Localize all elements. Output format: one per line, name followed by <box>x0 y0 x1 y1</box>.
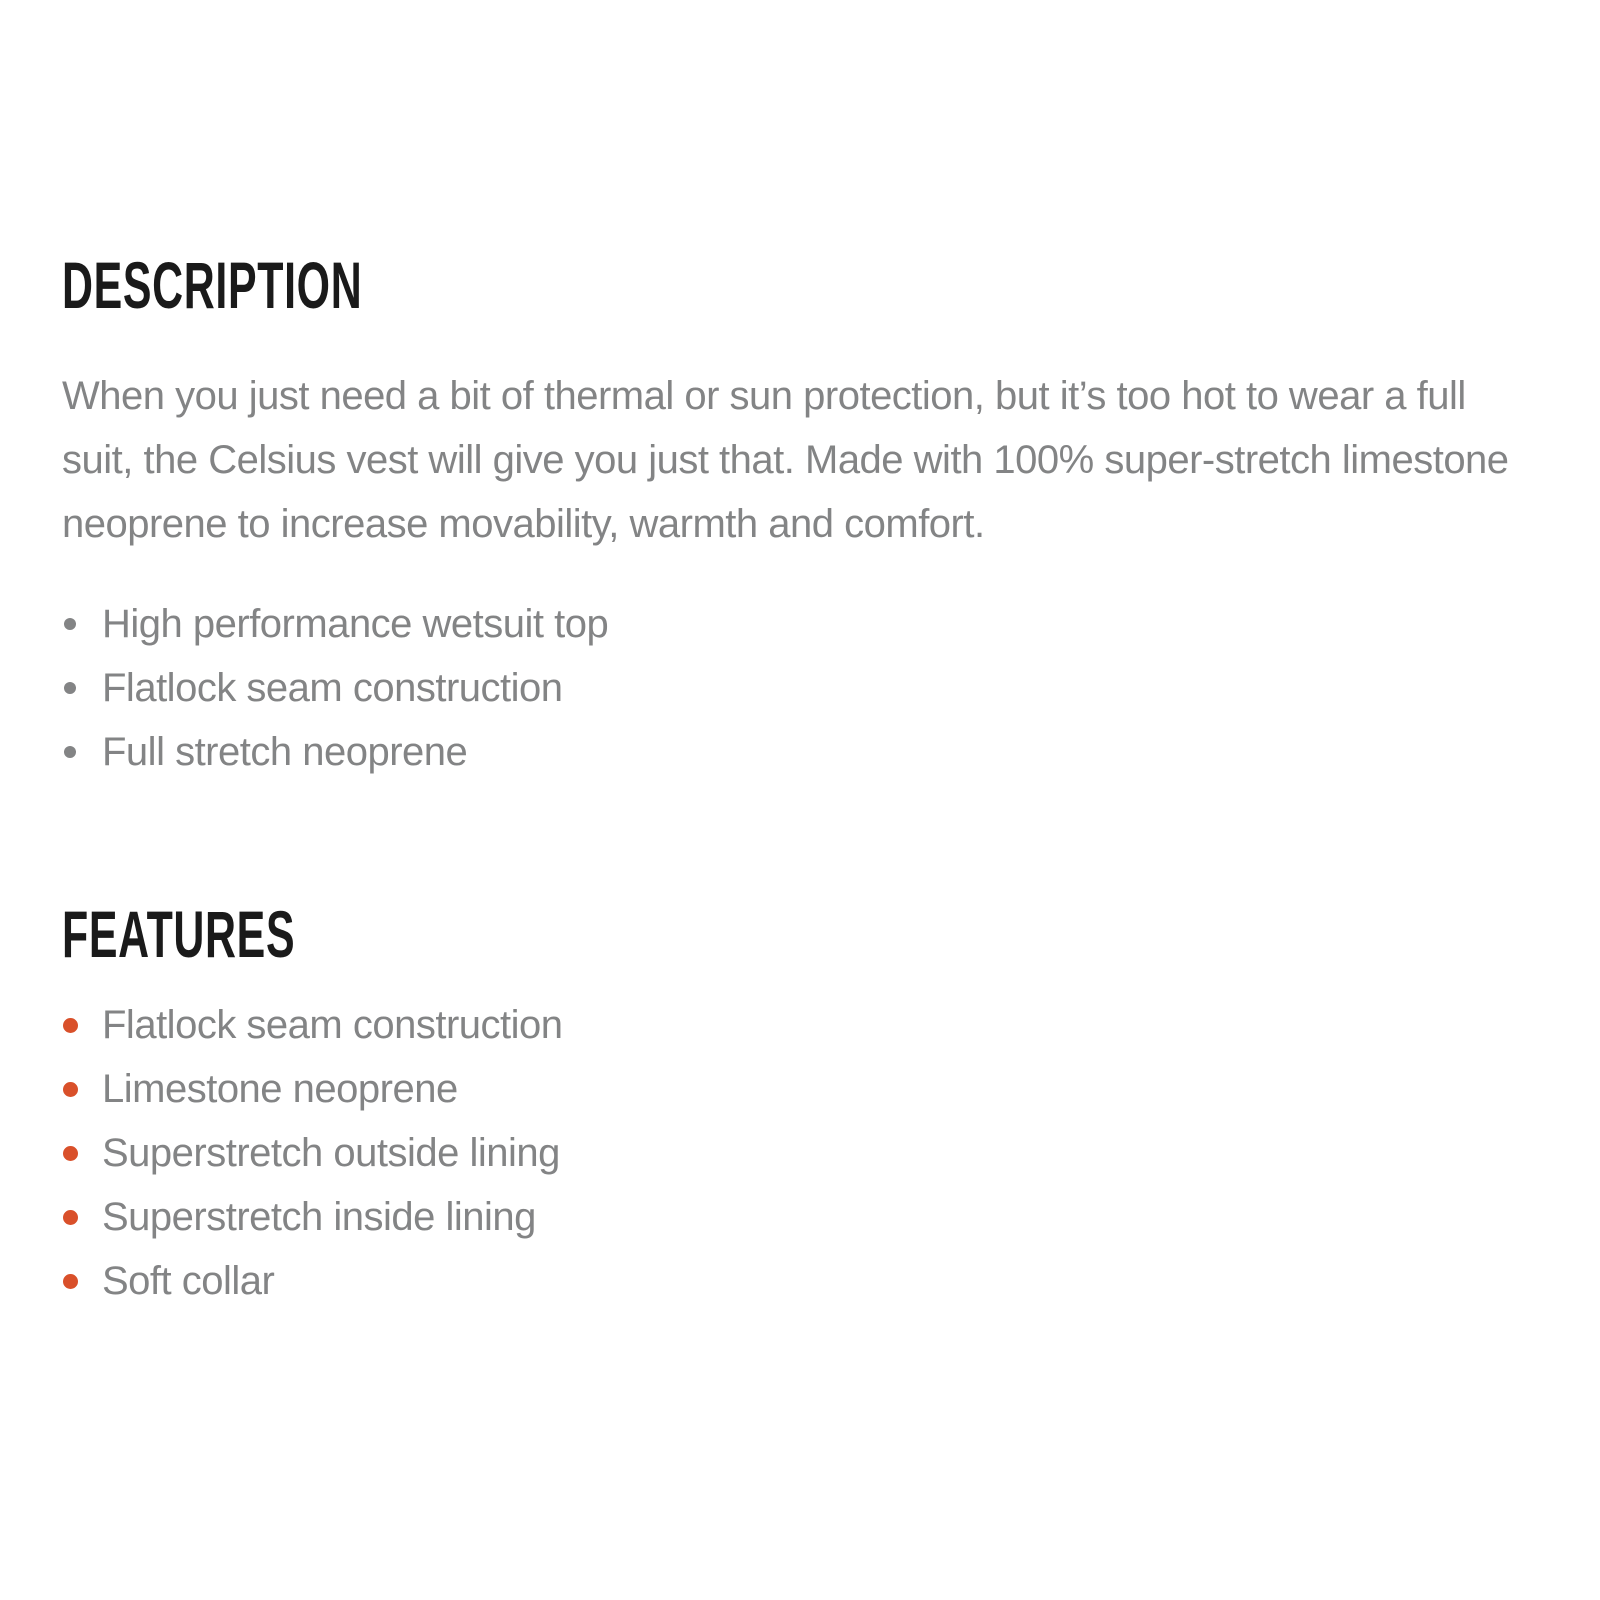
feature-bullet-item: Superstretch inside lining <box>62 1185 1540 1249</box>
features-section <box>62 897 1540 1313</box>
description-bullet-item: Flatlock seam construction <box>62 656 1540 720</box>
feature-bullet-item: Soft collar <box>62 1249 1540 1313</box>
description-bullet-item: Full stretch neoprene <box>62 720 1540 784</box>
features-bullet-list <box>62 993 1540 1313</box>
description-bullet-list <box>62 592 1540 784</box>
feature-bullet-item: Flatlock seam construction <box>62 993 1540 1057</box>
description-paragraph: When you just need a bit of thermal or sun protection, but it’s too hot to wear a full suit, the Celsius vest will give you just that. Made with 100% super-stretch limestone neoprene to increase movability, warmth and comfort. <box>62 374 1509 546</box>
description-bullet-item: High performance wetsuit top <box>62 592 1540 656</box>
description-section <box>62 248 1540 784</box>
features-heading: FEATURES <box>62 897 296 971</box>
feature-bullet-item: Superstretch outside lining <box>62 1121 1540 1185</box>
description-heading: DESCRIPTION <box>62 248 363 322</box>
feature-bullet-item: Limestone neoprene <box>62 1057 1540 1121</box>
